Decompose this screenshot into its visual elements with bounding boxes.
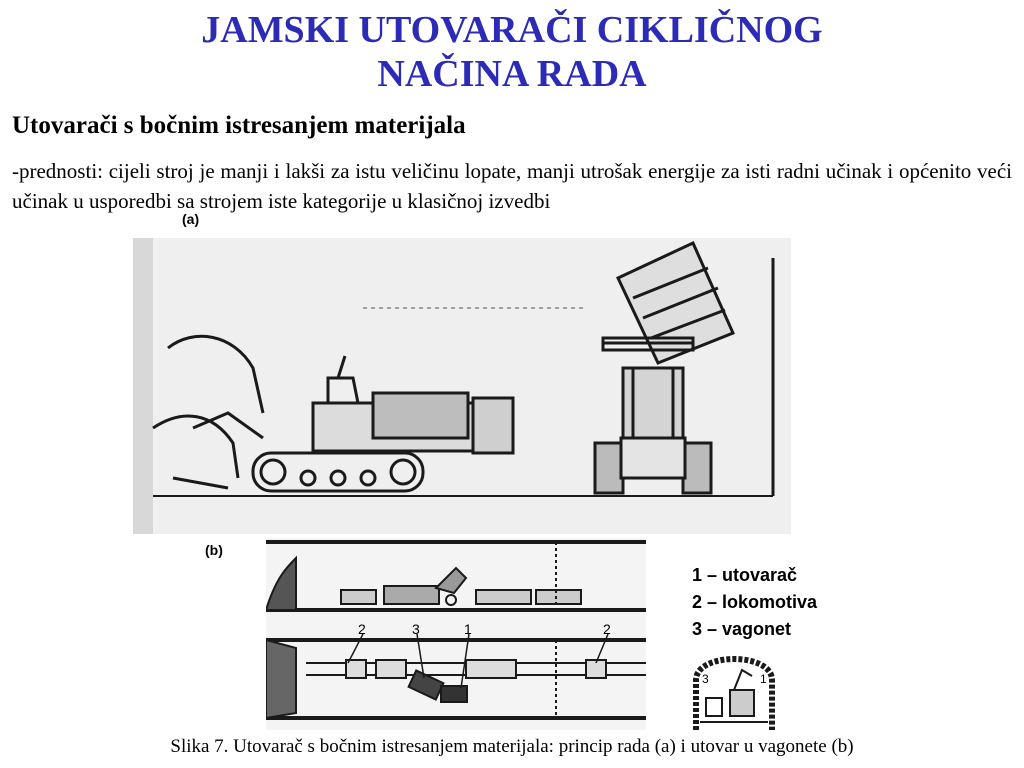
legend-item: 3 – vagonet — [692, 619, 792, 639]
callout-2-right: 2 — [603, 621, 611, 637]
page-title — [0, 8, 1024, 96]
advantages-paragraph: -prednosti: cijeli stroj je manji i lakši za istu veličinu lopate, manji utrošak energije za isti radni učinak i općenito veći učinak u usporedbi sa strojem iste kategorije u klasičnoj izvedbi — [12, 159, 1012, 213]
title-line-1: JAMSKI UTOVARAČI CIKLIČNOG — [201, 9, 823, 51]
legend-item: 2 – lokomotiva — [692, 592, 818, 612]
callout-1: 1 — [464, 621, 472, 637]
section-subtitle: Utovarači s bočnim istresanjem materijala — [12, 112, 466, 139]
figure-legend — [692, 562, 817, 643]
figure-label-a: (a) — [182, 211, 200, 227]
callout-3: 3 — [412, 621, 420, 637]
title-line-2: NAČINA RADA — [377, 53, 647, 95]
legend-item: 1 – utovarač — [692, 565, 798, 585]
cross-section-callout-1: 1 — [760, 672, 767, 686]
figure-label-b: (b) — [205, 542, 223, 558]
callout-2-left: 2 — [358, 621, 366, 637]
tunnel-cross-section — [690, 640, 778, 732]
figure-caption: Slika 7. Utovarač s bočnim istresanjem materijala: princip rada (a) i utovar u vagonete (b) — [170, 736, 854, 757]
loader-drawing-a — [133, 238, 791, 534]
cross-section-callout-3: 3 — [702, 672, 709, 686]
tunnel-drawing-b — [266, 538, 646, 730]
